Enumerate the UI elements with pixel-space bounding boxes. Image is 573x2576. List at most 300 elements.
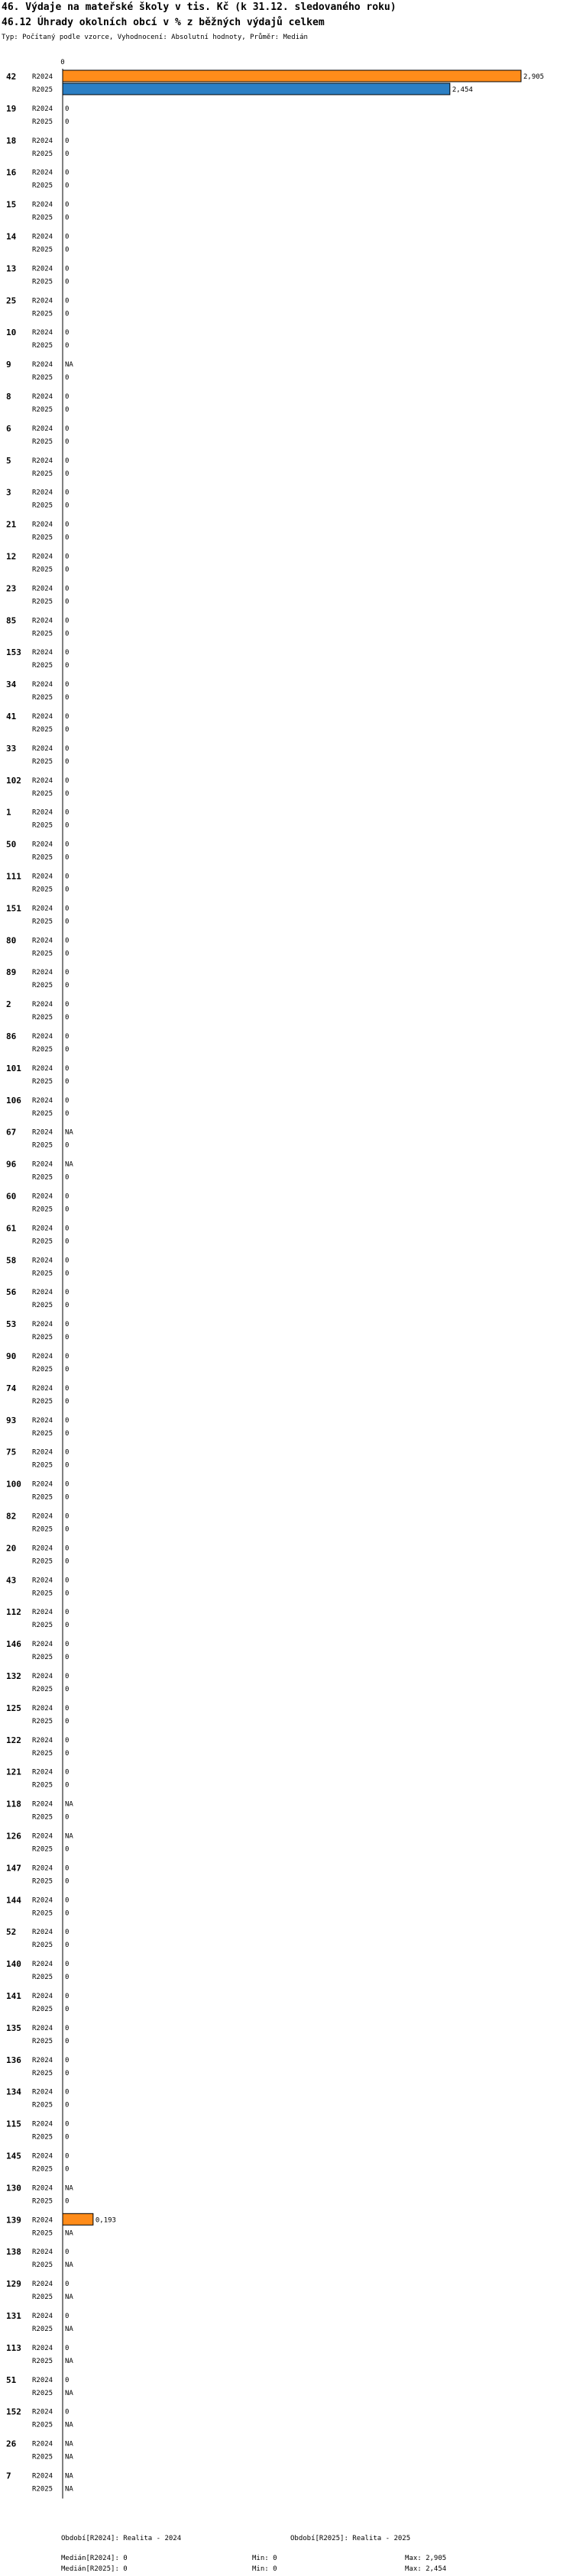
series-label: R2024 <box>32 1448 53 1457</box>
category-label: 7 <box>6 2471 11 2481</box>
legend-period-2024: Období[R2024]: Realita - 2024 <box>61 2535 182 2542</box>
data-label: 0 <box>65 310 70 318</box>
category-label: 6 <box>6 423 11 434</box>
data-label: 0 <box>65 246 70 254</box>
category-label: 86 <box>6 1031 17 1041</box>
series-label: R2025 <box>32 2294 53 2302</box>
data-label: 0 <box>65 1512 70 1521</box>
data-label: 0 <box>65 2006 70 2013</box>
series-label: R2025 <box>32 1942 53 1950</box>
category-label: 74 <box>6 1383 17 1393</box>
category-label: 13 <box>6 263 17 274</box>
category-label: 135 <box>6 2022 21 2033</box>
category-label: 151 <box>6 903 21 914</box>
category-label: 9 <box>6 360 11 370</box>
series-label: R2024 <box>32 2344 53 2352</box>
data-label: 0 <box>65 329 70 337</box>
data-label: 0 <box>65 1577 70 1585</box>
data-label: NA <box>65 1160 73 1169</box>
series-label: R2024 <box>32 457 53 465</box>
median-2025: Medián[R2025]: 0 <box>61 2565 128 2573</box>
series-label: R2024 <box>32 1800 53 1809</box>
data-label: 0 <box>65 1193 70 1201</box>
series-label: R2024 <box>32 2152 53 2161</box>
data-label: 0 <box>65 918 70 926</box>
series-label: R2025 <box>32 1654 53 1662</box>
series-label: R2024 <box>32 1416 53 1425</box>
category-label: 112 <box>6 1607 21 1618</box>
series-label: R2024 <box>32 1545 53 1553</box>
series-label: R2024 <box>32 617 53 625</box>
chart-subtitle: 46.12 Úhrady okolních obcí v % z běžných výdajů celkem <box>2 17 325 28</box>
category-label: 113 <box>6 2342 21 2353</box>
data-label: NA <box>65 2485 73 2494</box>
category-label: 15 <box>6 199 17 210</box>
series-label: R2024 <box>32 1193 53 1201</box>
data-label: 0 <box>65 1096 70 1105</box>
series-label: R2025 <box>32 982 53 990</box>
series-label: R2025 <box>32 1461 53 1470</box>
data-label: 0 <box>65 1704 70 1712</box>
series-label: R2025 <box>32 1238 53 1246</box>
data-label: NA <box>65 2326 73 2333</box>
series-label: R2024 <box>32 2216 53 2225</box>
data-label: 0 <box>65 1622 70 1630</box>
category-label: 138 <box>6 2247 21 2258</box>
series-label: R2025 <box>32 406 53 414</box>
category-label: 26 <box>6 2439 17 2449</box>
data-label: 0 <box>65 566 70 574</box>
series-label: R2025 <box>32 1622 53 1630</box>
series-label: R2025 <box>32 502 53 510</box>
max-2025: Max: 2,454 <box>405 2565 447 2573</box>
series-label: R2024 <box>32 2408 53 2416</box>
series-label: R2025 <box>32 1558 53 1566</box>
series-label: R2025 <box>32 2485 53 2494</box>
series-label: R2025 <box>32 1077 53 1086</box>
series-label: R2024 <box>32 1961 53 1969</box>
series-label: R2024 <box>32 873 53 881</box>
series-label: R2024 <box>32 1832 53 1841</box>
data-label: NA <box>65 2389 73 2397</box>
series-label: R2024 <box>32 1896 53 1905</box>
data-label: 0 <box>65 1225 70 1233</box>
data-label: 0 <box>65 182 70 190</box>
series-label: R2025 <box>32 1717 53 1725</box>
category-label: 145 <box>6 2151 21 2161</box>
series-label: R2024 <box>32 169 53 177</box>
series-label: R2024 <box>32 2024 53 2032</box>
series-label: R2025 <box>32 2357 53 2365</box>
series-label: R2024 <box>32 1001 53 1009</box>
category-label: 67 <box>6 1127 17 1138</box>
series-label: R2024 <box>32 2056 53 2064</box>
category-label: 100 <box>6 1479 21 1490</box>
category-label: 56 <box>6 1287 17 1298</box>
series-label: R2025 <box>32 2326 53 2333</box>
data-label: 0 <box>65 553 70 561</box>
series-label: R2025 <box>32 757 53 766</box>
series-label: R2025 <box>32 1590 53 1598</box>
category-label: 125 <box>6 1703 21 1713</box>
series-label: R2024 <box>32 2440 53 2448</box>
series-label: R2024 <box>32 329 53 337</box>
category-label: 121 <box>6 1767 21 1777</box>
data-label: 0 <box>65 1717 70 1725</box>
series-label: R2024 <box>32 1257 53 1265</box>
data-label: 0 <box>65 265 70 273</box>
data-label: 0 <box>65 2281 70 2289</box>
data-label: NA <box>65 2453 73 2461</box>
series-label: R2024 <box>32 137 53 145</box>
data-label: 0 <box>65 1429 70 1438</box>
series-label: R2025 <box>32 2453 53 2461</box>
series-label: R2025 <box>32 789 53 798</box>
series-label: R2025 <box>32 1429 53 1438</box>
data-label: 0 <box>65 1397 70 1406</box>
series-label: R2025 <box>32 2229 53 2238</box>
series-label: R2025 <box>32 1877 53 1886</box>
series-label: R2025 <box>32 150 53 158</box>
data-label: NA <box>65 2229 73 2238</box>
series-label: R2025 <box>32 246 53 254</box>
data-label: 0 <box>65 1877 70 1886</box>
data-label: 0 <box>65 1109 70 1118</box>
data-label: 0 <box>65 457 70 465</box>
series-label: R2025 <box>32 1014 53 1022</box>
data-label: NA <box>65 1128 73 1137</box>
series-label: R2025 <box>32 566 53 574</box>
data-label: 0 <box>65 1141 70 1150</box>
series-label: R2025 <box>32 1334 53 1342</box>
category-label: 41 <box>6 712 17 721</box>
data-label: 0 <box>65 776 70 785</box>
series-label: R2025 <box>32 1974 53 1982</box>
data-label: 0 <box>65 406 70 414</box>
category-label: 126 <box>6 1831 21 1842</box>
series-label: R2024 <box>32 1673 53 1680</box>
data-label: 0 <box>65 424 70 433</box>
category-label: 8 <box>6 392 11 402</box>
series-label: R2025 <box>32 86 53 94</box>
median-2024: Medián[R2024]: 0 <box>61 2555 128 2562</box>
data-label: 0 <box>65 1845 70 1854</box>
data-label: 0,193 <box>95 2216 116 2225</box>
series-label: R2025 <box>32 310 53 318</box>
data-label: 0 <box>65 1813 70 1822</box>
data-label: 0 <box>65 470 70 478</box>
data-label: 0 <box>65 585 70 593</box>
data-label: NA <box>65 2357 73 2365</box>
data-label: 0 <box>65 1654 70 1662</box>
data-label: 0 <box>65 2248 70 2257</box>
data-label: 0 <box>65 1864 70 1873</box>
series-label: R2024 <box>32 1929 53 1937</box>
series-label: R2024 <box>32 2088 53 2097</box>
category-label: 118 <box>6 1799 21 1809</box>
series-label: R2024 <box>32 905 53 913</box>
series-label: R2024 <box>32 1384 53 1393</box>
category-label: 132 <box>6 1671 21 1681</box>
series-label: R2024 <box>32 681 53 689</box>
category-label: 58 <box>6 1255 17 1266</box>
data-label: 0 <box>65 886 70 894</box>
series-label: R2025 <box>32 342 53 350</box>
data-label: 0 <box>65 2313 70 2320</box>
category-label: 25 <box>6 295 17 306</box>
series-label: R2024 <box>32 1128 53 1137</box>
series-label: R2025 <box>32 2037 53 2045</box>
category-label: 14 <box>6 231 17 242</box>
data-label: 0 <box>65 789 70 798</box>
data-label: 0 <box>65 2408 70 2416</box>
series-label: R2024 <box>32 649 53 657</box>
category-label: 147 <box>6 1863 21 1874</box>
series-label: R2024 <box>32 2120 53 2129</box>
data-label: 0 <box>65 649 70 657</box>
data-label: 0 <box>65 1448 70 1457</box>
series-label: R2025 <box>32 374 53 383</box>
data-label: 0 <box>65 1749 70 1758</box>
category-label: 43 <box>6 1575 17 1586</box>
series-label: R2024 <box>32 585 53 593</box>
data-label: 0 <box>65 437 70 446</box>
series-label: R2024 <box>32 521 53 529</box>
series-label: R2025 <box>32 2069 53 2077</box>
category-label: 80 <box>6 935 17 946</box>
series-label: R2025 <box>32 118 53 126</box>
data-label: 0 <box>65 2088 70 2097</box>
data-label: 0 <box>65 1974 70 1982</box>
series-label: R2025 <box>32 437 53 446</box>
data-label: 0 <box>65 2344 70 2352</box>
data-label: 0 <box>65 2056 70 2064</box>
series-label: R2025 <box>32 1813 53 1822</box>
data-label: 0 <box>65 726 70 734</box>
min-2024: Min: 0 <box>252 2555 277 2562</box>
series-label: R2025 <box>32 918 53 926</box>
data-label: 0 <box>65 1736 70 1745</box>
series-label: R2025 <box>32 2421 53 2429</box>
data-label: 0 <box>65 854 70 862</box>
series-label: R2024 <box>32 1096 53 1105</box>
data-label: 0 <box>65 374 70 383</box>
data-label: 0 <box>65 1673 70 1680</box>
data-label: 0 <box>65 214 70 222</box>
category-label: 96 <box>6 1159 17 1170</box>
series-label: R2025 <box>32 630 53 638</box>
series-label: R2025 <box>32 1302 53 1310</box>
series-label: R2025 <box>32 1173 53 1182</box>
category-label: 52 <box>6 1927 17 1938</box>
data-label: 0 <box>65 1525 70 1534</box>
data-label: 0 <box>65 1001 70 1009</box>
data-label: 0 <box>65 118 70 126</box>
data-label: 0 <box>65 1590 70 1598</box>
category-label: 53 <box>6 1319 17 1330</box>
series-label: R2024 <box>32 1064 53 1073</box>
bar-r2024 <box>63 70 521 82</box>
data-label: 0 <box>65 342 70 350</box>
category-label: 130 <box>6 2183 21 2193</box>
series-label: R2024 <box>32 361 53 370</box>
series-label: R2024 <box>32 2313 53 2320</box>
data-label: 0 <box>65 982 70 990</box>
data-label: 0 <box>65 1909 70 1918</box>
data-label: NA <box>65 2294 73 2302</box>
series-label: R2025 <box>32 2389 53 2397</box>
data-label: 0 <box>65 1942 70 1950</box>
category-label: 146 <box>6 1639 21 1650</box>
series-label: R2024 <box>32 1641 53 1649</box>
category-label: 136 <box>6 2055 21 2065</box>
data-label: 0 <box>65 1033 70 1041</box>
series-label: R2025 <box>32 1141 53 1150</box>
category-label: 106 <box>6 1095 21 1106</box>
series-label: R2025 <box>32 1493 53 1502</box>
series-label: R2025 <box>32 2261 53 2270</box>
data-label: 0 <box>65 1289 70 1297</box>
data-label: NA <box>65 2440 73 2448</box>
series-label: R2024 <box>32 1736 53 1745</box>
data-label: 0 <box>65 2101 70 2110</box>
data-label: 0 <box>65 1366 70 1374</box>
series-label: R2025 <box>32 1525 53 1534</box>
data-label: 0 <box>65 1609 70 1617</box>
bar-r2024 <box>63 2213 93 2225</box>
data-label: 0 <box>65 1686 70 1693</box>
data-label: NA <box>65 1832 73 1841</box>
series-label: R2024 <box>32 1577 53 1585</box>
data-label: 0 <box>65 393 70 401</box>
data-label: 0 <box>65 2152 70 2161</box>
series-label: R2025 <box>32 662 53 670</box>
data-label: NA <box>65 2261 73 2270</box>
data-label: 0 <box>65 937 70 945</box>
data-label: 0 <box>65 278 70 286</box>
category-label: 5 <box>6 455 11 466</box>
data-label: NA <box>65 2184 73 2193</box>
series-label: R2024 <box>32 297 53 305</box>
data-label: 2,454 <box>452 86 473 94</box>
series-label: R2025 <box>32 1749 53 1758</box>
category-label: 89 <box>6 967 17 978</box>
series-label: R2024 <box>32 2248 53 2257</box>
data-label: 0 <box>65 105 70 113</box>
category-label: 18 <box>6 135 17 146</box>
data-label: 0 <box>65 297 70 305</box>
series-label: R2025 <box>32 822 53 830</box>
data-label: 0 <box>65 841 70 849</box>
series-label: R2024 <box>32 969 53 977</box>
category-label: 90 <box>6 1351 17 1361</box>
data-label: 0 <box>65 1064 70 1073</box>
series-label: R2024 <box>32 393 53 401</box>
data-label: 0 <box>65 1353 70 1361</box>
category-label: 153 <box>6 647 21 658</box>
series-label: R2025 <box>32 1781 53 1790</box>
series-label: R2025 <box>32 2165 53 2174</box>
data-label: 0 <box>65 757 70 766</box>
data-label: 0 <box>65 489 70 497</box>
data-label: 0 <box>65 534 70 542</box>
series-label: R2024 <box>32 1160 53 1169</box>
category-label: 60 <box>6 1191 17 1202</box>
category-label: 140 <box>6 1959 21 1970</box>
category-label: 19 <box>6 103 17 114</box>
series-label: R2025 <box>32 2006 53 2013</box>
series-label: R2024 <box>32 265 53 273</box>
series-label: R2025 <box>32 1270 53 1278</box>
category-label: 134 <box>6 2087 21 2097</box>
series-label: R2024 <box>32 1768 53 1777</box>
category-label: 20 <box>6 1543 17 1554</box>
data-label: 0 <box>65 1257 70 1265</box>
series-label: R2024 <box>32 201 53 209</box>
data-label: 0 <box>65 502 70 510</box>
bar-r2025 <box>63 83 450 95</box>
data-label: 0 <box>65 1046 70 1054</box>
series-label: R2025 <box>32 1206 53 1214</box>
data-label: 0 <box>65 1929 70 1937</box>
data-label: 0 <box>65 1238 70 1246</box>
series-label: R2024 <box>32 553 53 561</box>
category-label: 42 <box>6 72 17 82</box>
category-label: 75 <box>6 1447 17 1457</box>
category-label: 16 <box>6 167 17 178</box>
category-label: 34 <box>6 680 17 690</box>
data-label: 0 <box>65 2024 70 2032</box>
data-label: 0 <box>65 2037 70 2045</box>
series-label: R2024 <box>32 937 53 945</box>
data-label: 0 <box>65 1206 70 1214</box>
data-label: 0 <box>65 744 70 753</box>
category-label: 115 <box>6 2119 21 2129</box>
series-label: R2024 <box>32 1993 53 2000</box>
series-label: R2024 <box>32 2281 53 2289</box>
category-label: 23 <box>6 583 17 594</box>
series-label: R2025 <box>32 1397 53 1406</box>
series-label: R2025 <box>32 534 53 542</box>
data-label: 0 <box>65 1173 70 1182</box>
series-label: R2024 <box>32 73 53 81</box>
category-label: 93 <box>6 1415 17 1425</box>
series-label: R2024 <box>32 776 53 785</box>
data-label: 0 <box>65 1334 70 1342</box>
x-tick-label: 0 <box>60 59 65 66</box>
data-label: 0 <box>65 1896 70 1905</box>
category-label: 131 <box>6 2311 21 2321</box>
data-label: 0 <box>65 1781 70 1790</box>
series-label: R2025 <box>32 726 53 734</box>
category-label: 61 <box>6 1223 17 1234</box>
data-label: 0 <box>65 1480 70 1489</box>
series-label: R2025 <box>32 854 53 862</box>
data-label: 0 <box>65 2069 70 2077</box>
category-label: 85 <box>6 615 17 626</box>
data-label: 0 <box>65 150 70 158</box>
series-label: R2025 <box>32 1046 53 1054</box>
series-label: R2024 <box>32 744 53 753</box>
category-label: 50 <box>6 839 17 850</box>
data-label: 0 <box>65 201 70 209</box>
data-label: 0 <box>65 694 70 702</box>
series-label: R2025 <box>32 182 53 190</box>
series-label: R2024 <box>32 489 53 497</box>
series-label: R2024 <box>32 1480 53 1489</box>
series-label: R2024 <box>32 2472 53 2481</box>
series-label: R2025 <box>32 1909 53 1918</box>
